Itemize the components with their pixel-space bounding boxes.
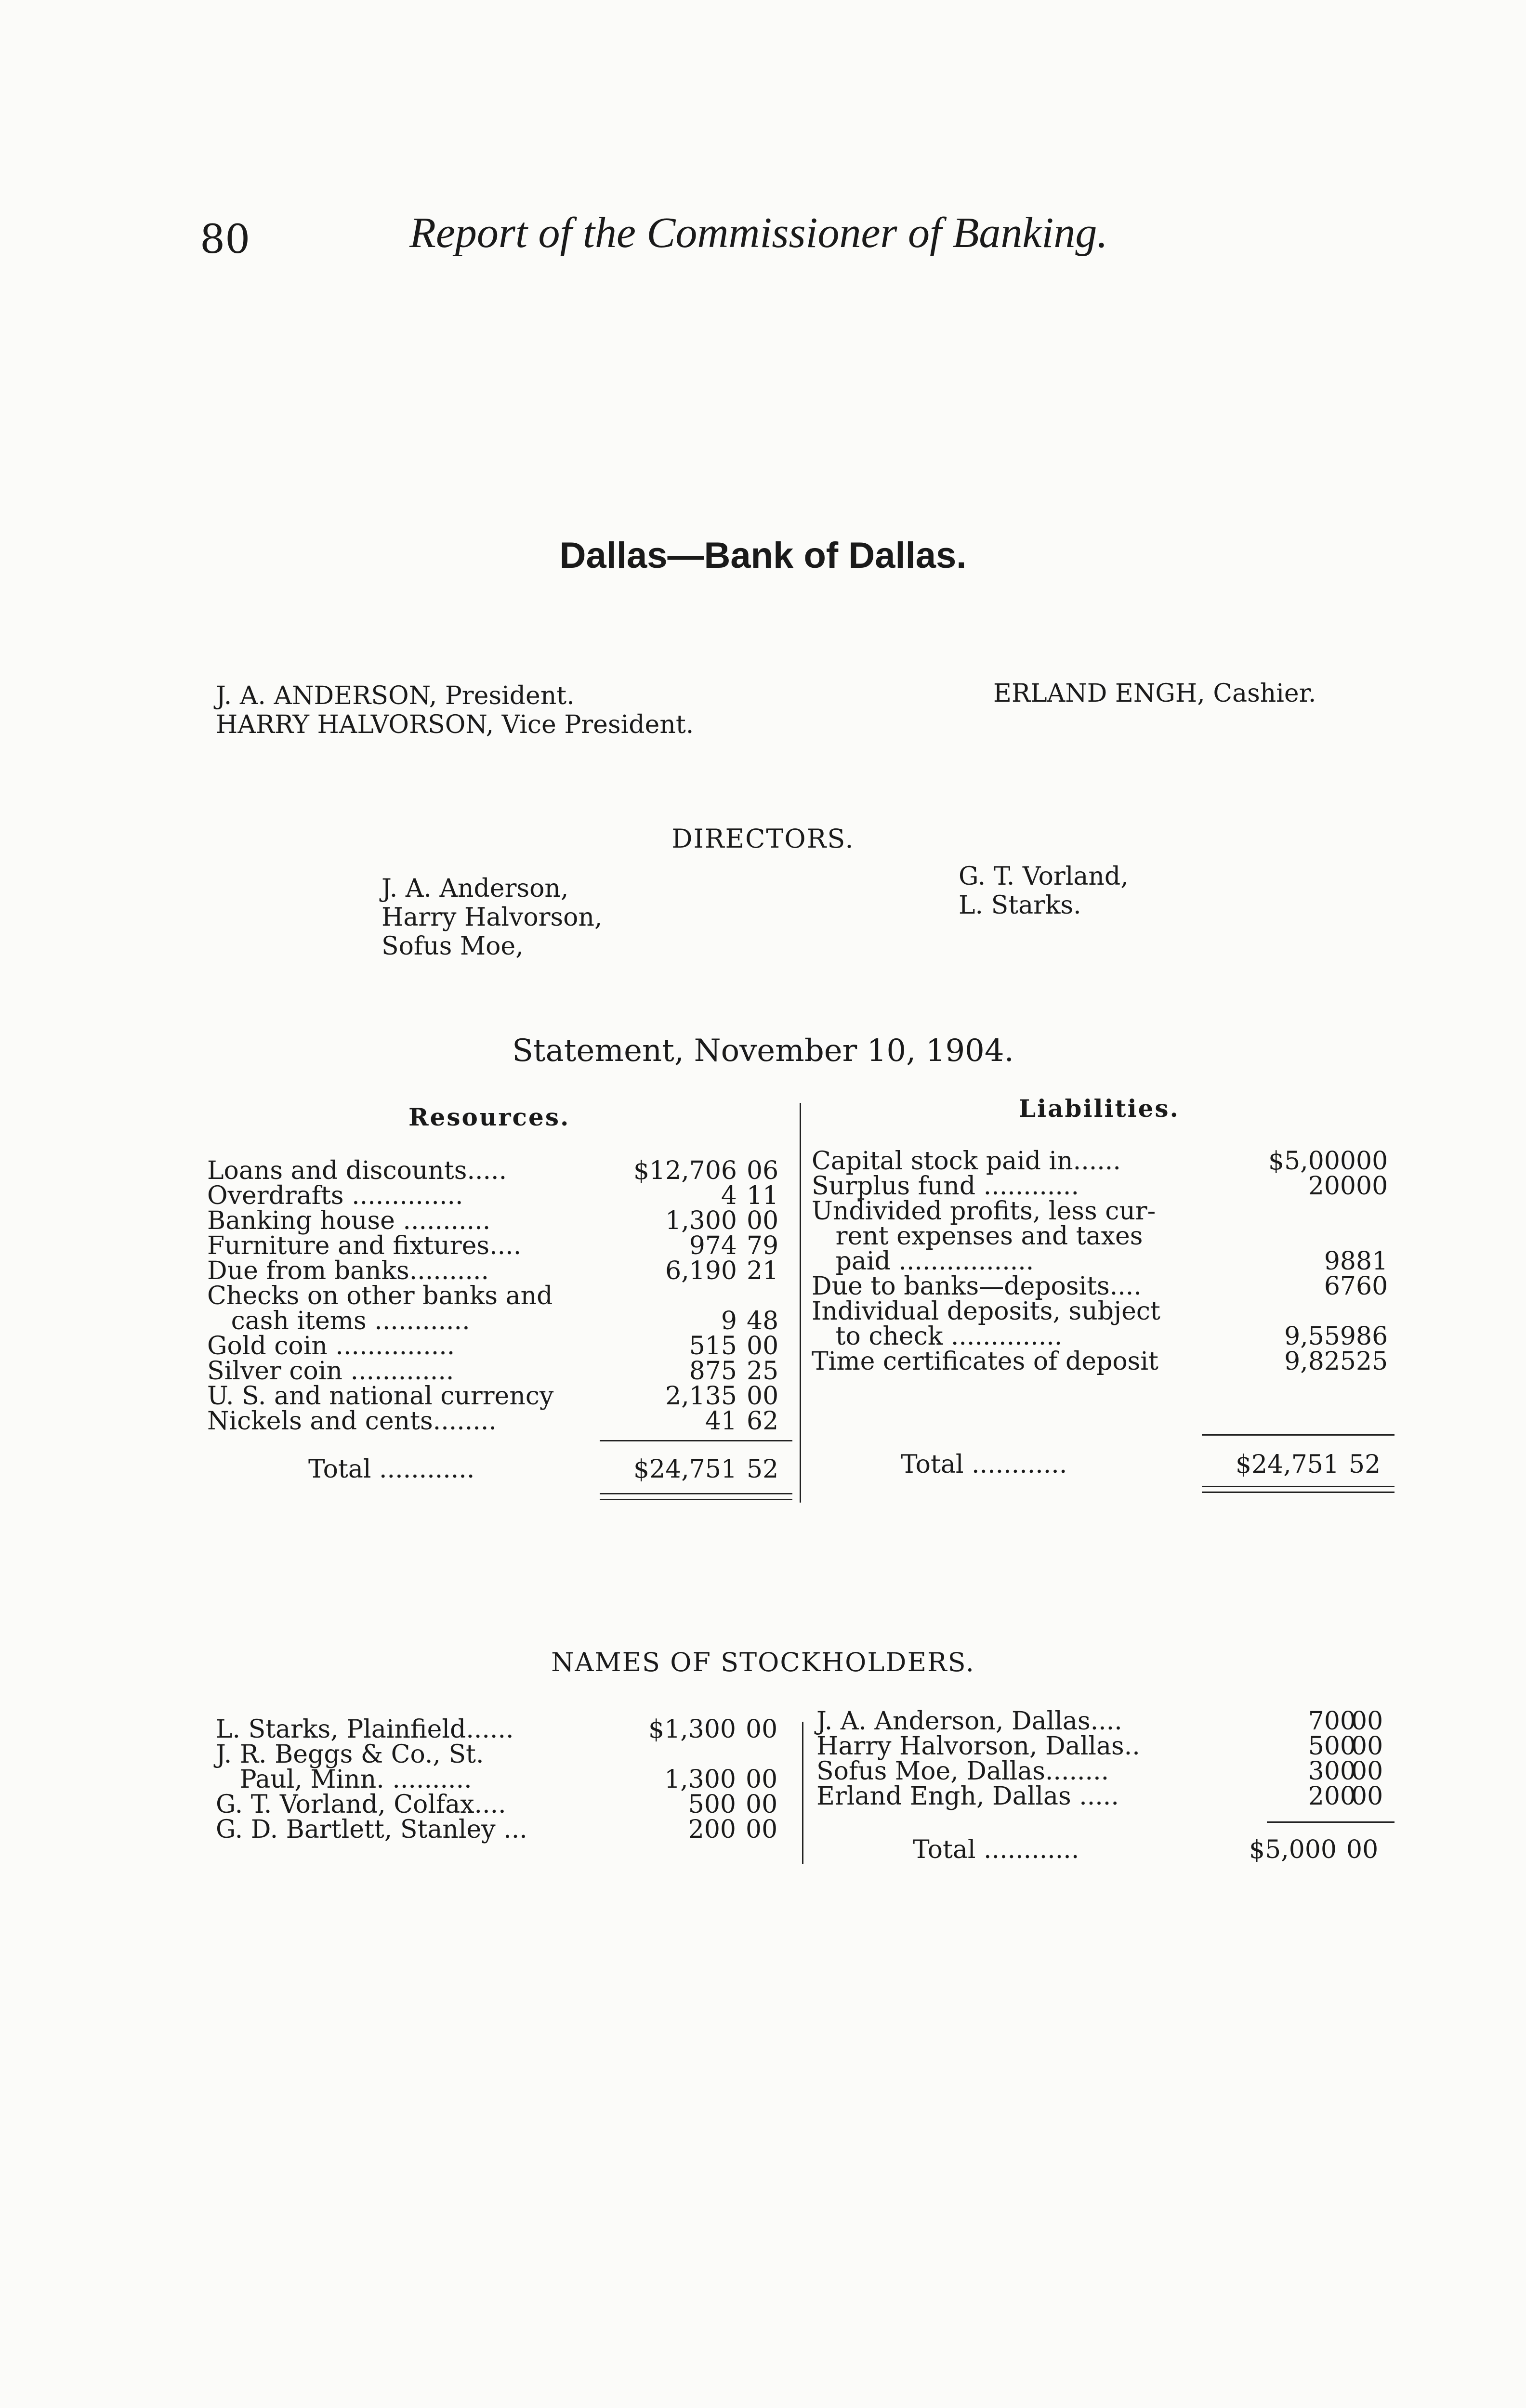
page-number: 80 <box>200 217 250 262</box>
liability-row <box>812 1149 1397 1174</box>
line-item-label: Checks on other banks and <box>207 1282 553 1310</box>
liabilities-heading: Liabilities. <box>1019 1094 1180 1123</box>
line-item-cents: 00 <box>747 1382 779 1411</box>
line-item-cents: 79 <box>747 1231 779 1260</box>
liability-row <box>812 1174 1397 1199</box>
line-item-label: Gold coin ............... <box>207 1332 455 1361</box>
resource-row <box>207 1183 795 1208</box>
line-item-label: Due from banks.......... <box>207 1256 489 1285</box>
liability-row <box>812 1199 1397 1224</box>
line-item-cents: 00 <box>746 1815 778 1844</box>
directors-heading: DIRECTORS. <box>671 824 855 854</box>
directors-left-list <box>382 874 603 961</box>
officer-cashier: ERLAND ENGH, Cashier. <box>993 679 1316 708</box>
line-item-dollars: 41 <box>705 1407 737 1436</box>
resources-heading: Resources. <box>408 1103 570 1131</box>
officer-president: J. A. ANDERSON, President. <box>216 681 575 710</box>
line-item-label: J. R. Beggs & Co., St. <box>216 1740 484 1769</box>
resource-row <box>207 1208 795 1233</box>
resources-total-label: Total ............ <box>308 1455 475 1484</box>
line-item-cents: 00 <box>746 1765 778 1794</box>
line-item-cents: 06 <box>747 1156 779 1185</box>
line-item-dollars: 500 <box>688 1790 736 1819</box>
line-item-cents: 00 <box>746 1790 778 1819</box>
line-item-label: Individual deposits, subject <box>812 1297 1160 1326</box>
director-name: Sofus Moe, <box>382 932 524 961</box>
liability-row <box>812 1274 1397 1299</box>
line-item-cents: 25 <box>747 1357 779 1386</box>
line-item-cents: 81 <box>1356 1247 1388 1276</box>
resources-list <box>207 1158 795 1434</box>
line-item-dollars: $5,000 <box>1268 1147 1356 1176</box>
line-item-cents: 00 <box>746 1715 778 1744</box>
line-item-dollars: 515 <box>689 1332 737 1361</box>
line-item-cents: 48 <box>747 1307 779 1335</box>
line-item-dollars: 2,135 <box>665 1382 737 1411</box>
resources-total-double-rule <box>600 1493 792 1494</box>
line-item-label: Nickels and cents........ <box>207 1407 497 1436</box>
liability-row <box>812 1324 1397 1349</box>
liability-row <box>812 1299 1397 1324</box>
line-item-label: Silver coin ............. <box>207 1357 454 1386</box>
stockholders-total-row <box>913 1837 1397 1862</box>
line-item-dollars: $1,300 <box>648 1715 736 1744</box>
resource-row <box>207 1233 795 1258</box>
director-name: J. A. Anderson, <box>382 874 569 903</box>
liabilities-total-label: Total ............ <box>901 1450 1067 1479</box>
line-item-cents: 11 <box>747 1181 779 1210</box>
resource-row <box>207 1359 795 1384</box>
stockholder-row <box>216 1742 799 1767</box>
resources-total-row <box>308 1457 795 1482</box>
line-item-cents: 25 <box>1356 1347 1388 1376</box>
liabilities-total-double-rule <box>1202 1492 1394 1493</box>
stockholder-row <box>216 1767 799 1792</box>
line-item-label: G. T. Vorland, Colfax.... <box>216 1790 506 1819</box>
stockholders-total-cents: 00 <box>1346 1835 1379 1864</box>
line-item-cents: 00 <box>747 1332 779 1361</box>
line-item-cents: 00 <box>747 1206 779 1235</box>
stockholders-column-divider <box>802 1722 803 1864</box>
line-item-dollars: 700 <box>1308 1707 1356 1736</box>
resource-row <box>207 1384 795 1409</box>
resource-row <box>207 1309 795 1334</box>
officers-left <box>216 681 694 739</box>
line-item-label: paid ................. <box>812 1247 1034 1276</box>
stockholder-row <box>216 1817 799 1842</box>
line-item-cents: 00 <box>1351 1732 1383 1761</box>
resources-total-dollars: $24,751 <box>633 1455 737 1484</box>
line-item-dollars: 67 <box>1324 1272 1356 1301</box>
resource-row <box>207 1258 795 1283</box>
stockholders-right-list <box>816 1709 1397 1809</box>
running-header-title: Report of the Commissioner of Banking. <box>409 209 1108 257</box>
line-item-label: Capital stock paid in...... <box>812 1147 1121 1176</box>
liabilities-total-cents: 52 <box>1349 1450 1381 1479</box>
line-item-dollars: 98 <box>1324 1247 1356 1276</box>
stockholders-total-label: Total ............ <box>913 1835 1079 1864</box>
line-item-label: rent expenses and taxes <box>812 1222 1143 1251</box>
line-item-label: Undivided profits, less cur- <box>812 1197 1156 1226</box>
liability-row <box>812 1249 1397 1274</box>
director-name: L. Starks. <box>959 891 1081 920</box>
stockholder-row <box>816 1734 1397 1759</box>
director-name: G. T. Vorland, <box>959 862 1129 891</box>
liabilities-total-double-rule <box>1202 1486 1394 1487</box>
resource-row <box>207 1158 795 1183</box>
resources-total-cents: 52 <box>747 1455 779 1484</box>
stockholders-total-dollars: $5,000 <box>1249 1835 1337 1864</box>
liabilities-total-dollars: $24,751 <box>1235 1450 1339 1479</box>
line-item-label: Furniture and fixtures.... <box>207 1231 522 1260</box>
liabilities-list <box>812 1149 1397 1374</box>
line-item-dollars: 9,825 <box>1284 1347 1356 1376</box>
line-item-label: Banking house ........... <box>207 1206 491 1235</box>
stockholder-row <box>816 1709 1397 1734</box>
line-item-cents: 00 <box>1351 1707 1383 1736</box>
line-item-label: Erland Engh, Dallas ..... <box>816 1782 1119 1811</box>
line-item-label: J. A. Anderson, Dallas.... <box>816 1707 1122 1736</box>
resource-row <box>207 1283 795 1309</box>
line-item-cents: 86 <box>1356 1322 1388 1351</box>
line-item-dollars: 9 <box>721 1307 737 1335</box>
directors-right-list <box>959 862 1129 920</box>
line-item-cents: 00 <box>1356 1172 1388 1201</box>
statement-title: Statement, November 10, 1904. <box>512 1033 1014 1069</box>
liabilities-total-row <box>901 1452 1397 1477</box>
stockholder-row <box>816 1759 1397 1784</box>
line-item-label: Time certificates of deposit <box>812 1347 1158 1376</box>
officer-vice-president: HARRY HALVORSON, Vice President. <box>216 710 694 739</box>
liabilities-total-rule <box>1202 1434 1394 1436</box>
statement-column-divider <box>800 1103 801 1503</box>
line-item-cents: 60 <box>1356 1272 1388 1301</box>
stockholders-left-list <box>216 1717 799 1842</box>
line-item-dollars: 4 <box>721 1181 737 1210</box>
line-item-dollars: $12,706 <box>633 1156 737 1185</box>
line-item-dollars: 6,190 <box>665 1256 737 1285</box>
line-item-label: Paul, Minn. .......... <box>216 1765 472 1794</box>
line-item-label: G. D. Bartlett, Stanley ... <box>216 1815 527 1844</box>
line-item-label: cash items ............ <box>207 1307 470 1335</box>
line-item-dollars: 875 <box>689 1357 737 1386</box>
line-item-label: Surplus fund ............ <box>812 1172 1079 1201</box>
resource-row <box>207 1334 795 1359</box>
line-item-label: L. Starks, Plainfield...... <box>216 1715 514 1744</box>
line-item-label: Loans and discounts..... <box>207 1156 507 1185</box>
stockholder-row <box>216 1792 799 1817</box>
line-item-label: Harry Halvorson, Dallas.. <box>816 1732 1140 1761</box>
line-item-label: Sofus Moe, Dallas........ <box>816 1757 1109 1786</box>
line-item-dollars: 500 <box>1308 1732 1356 1761</box>
line-item-dollars: 200 <box>688 1815 736 1844</box>
line-item-label: Overdrafts .............. <box>207 1181 463 1210</box>
stockholder-row <box>816 1784 1397 1809</box>
line-item-dollars: 9,559 <box>1284 1322 1356 1351</box>
line-item-label: U. S. and national currency <box>207 1382 554 1411</box>
liability-row <box>812 1224 1397 1249</box>
resources-total-double-rule <box>600 1499 792 1500</box>
line-item-cents: 21 <box>747 1256 779 1285</box>
resource-row <box>207 1409 795 1434</box>
line-item-label: Due to banks—deposits.... <box>812 1272 1142 1301</box>
line-item-cents: 62 <box>747 1407 779 1436</box>
line-item-dollars: 300 <box>1308 1757 1356 1786</box>
line-item-cents: 00 <box>1356 1147 1388 1176</box>
line-item-cents: 00 <box>1351 1782 1383 1811</box>
stockholder-row <box>216 1717 799 1742</box>
line-item-dollars: 1,300 <box>664 1765 736 1794</box>
line-item-dollars: 200 <box>1308 1782 1356 1811</box>
stockholders-total-rule <box>1267 1821 1394 1823</box>
liability-row <box>812 1349 1397 1374</box>
line-item-label: to check .............. <box>812 1322 1063 1351</box>
stockholders-heading: NAMES OF STOCKHOLDERS. <box>551 1647 975 1677</box>
bank-title: Dallas—Bank of Dallas. <box>559 535 967 576</box>
line-item-dollars: 200 <box>1308 1172 1356 1201</box>
resources-total-rule <box>600 1440 792 1441</box>
line-item-dollars: 974 <box>689 1231 737 1260</box>
line-item-cents: 00 <box>1351 1757 1383 1786</box>
director-name: Harry Halvorson, <box>382 903 603 932</box>
line-item-dollars: 1,300 <box>665 1206 737 1235</box>
